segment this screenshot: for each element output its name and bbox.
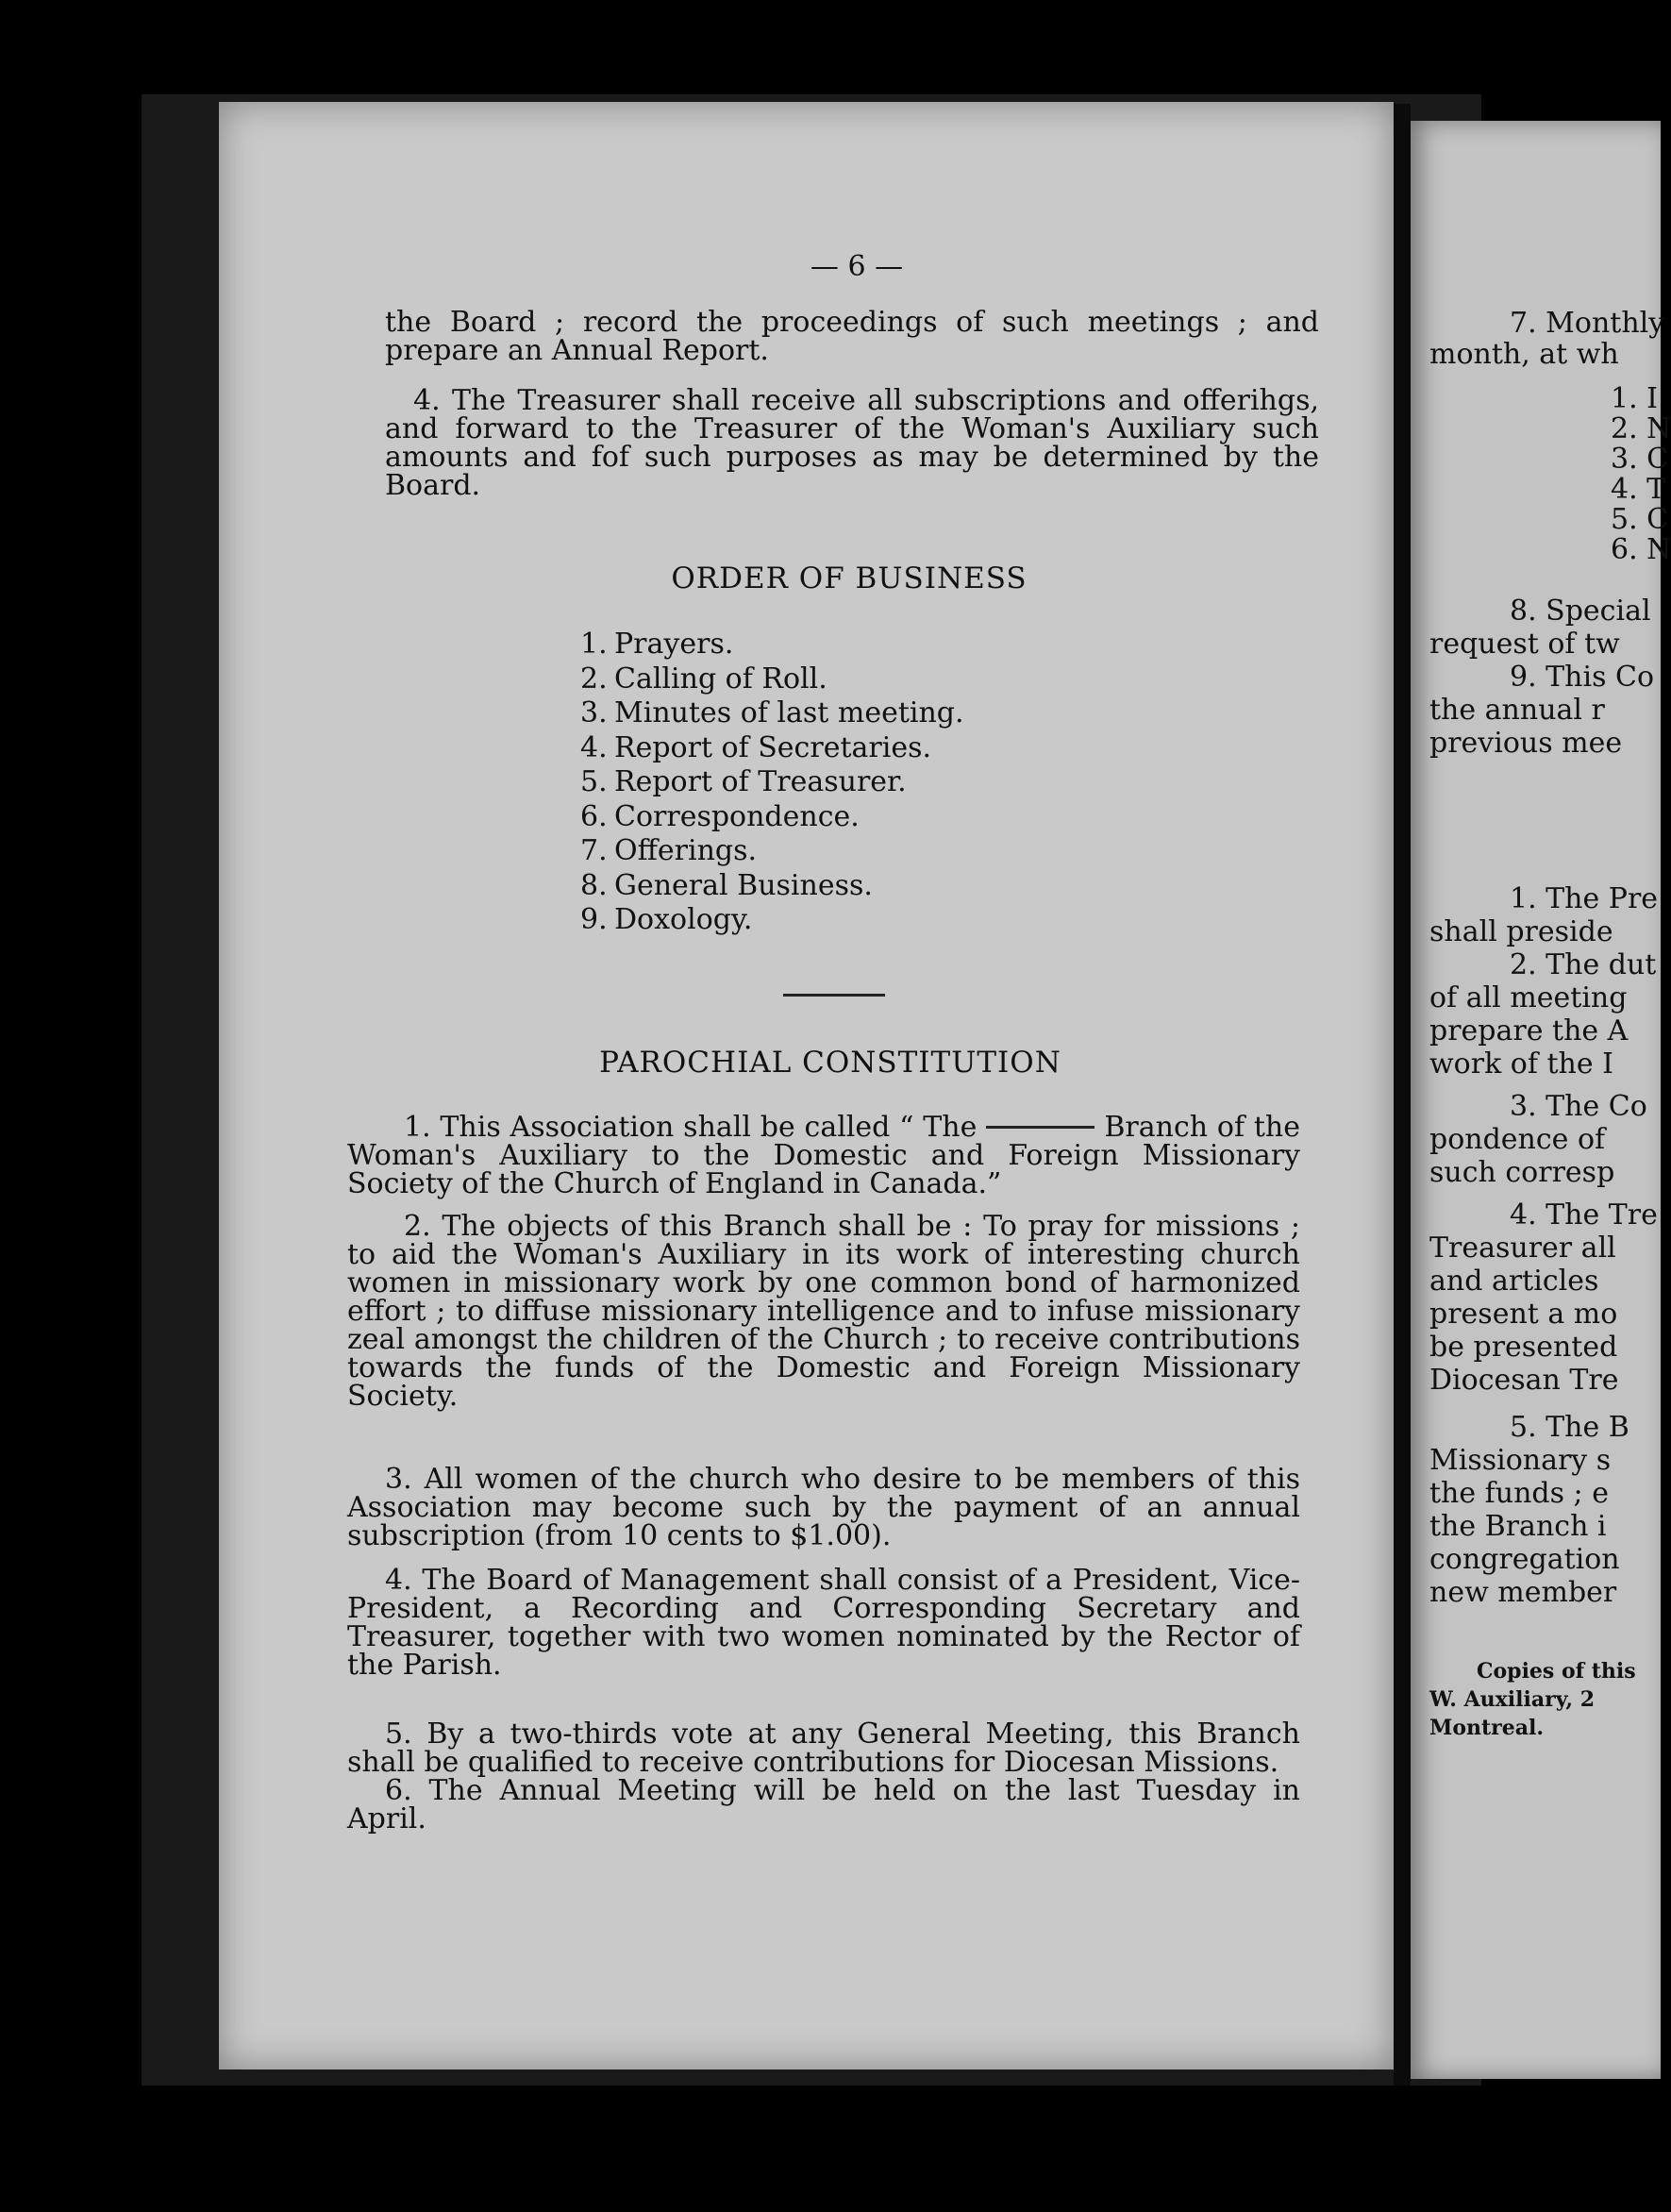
book-gutter: [1394, 104, 1411, 2086]
right-line: previous mee: [1429, 727, 1623, 760]
article-2: 2. The objects of this Branch shall be : To pray for missions ; to aid the Woman's Auxiliary in its work of interesting church women in missionary work by one common bond of harmonized effort ; to diffuse missionary intelligence and to infuse missionary zeal amongst the children of the Church ; to receive contributions towards the funds of the Domestic and Foreign Missionary Society.: [347, 1210, 1300, 1413]
article-1-start: 1. This Association shall be called “ The: [404, 1111, 978, 1144]
list-item: [580, 800, 964, 835]
article-5: 5. By a two-thirds vote at any General Meeting, this Branch shall be qualified to receive contributions for Diocesan Missions.: [347, 1718, 1300, 1779]
item-number: 1.: [580, 628, 608, 661]
right-line: 1. The Pre: [1510, 882, 1659, 915]
right-line: 3. The Co: [1510, 1090, 1647, 1123]
item-number: 3.: [580, 696, 608, 729]
article-6: 6. The Annual Meeting will be held on the last Tuesday in April.: [347, 1774, 1300, 1835]
right-line: new member: [1429, 1576, 1617, 1609]
right-list-item: 6. N: [1611, 533, 1671, 566]
right-line: request of tw: [1429, 628, 1620, 661]
item-text: Offerings.: [614, 834, 758, 867]
list-item: [580, 731, 964, 766]
right-line: the funds ; e: [1429, 1477, 1609, 1510]
right-line: Diocesan Tre: [1429, 1364, 1619, 1397]
item-number: 5.: [580, 765, 608, 798]
list-item: [580, 696, 964, 731]
list-item: [580, 869, 964, 904]
order-of-business-heading: ORDER OF BUSINESS: [671, 561, 1028, 595]
item-number: 2.: [580, 662, 608, 695]
right-line: 5. The B: [1510, 1411, 1629, 1444]
article-1: [347, 1111, 1300, 1200]
item-text: Calling of Roll.: [614, 662, 827, 695]
right-line: 4. The Tre: [1510, 1198, 1658, 1232]
item-text: Minutes of last meeting.: [614, 696, 964, 729]
right-list-item: 2. N: [1611, 412, 1671, 445]
article-3: 3. All women of the church who desire to be members of this Association may become such by the payment of an annual subscription (from 10 cents to $1.00).: [347, 1463, 1300, 1552]
right-list-item: 4. T: [1611, 473, 1666, 506]
item-text: Correspondence.: [614, 799, 860, 833]
right-line: be presented: [1429, 1331, 1618, 1364]
right-line: congregation: [1429, 1543, 1620, 1576]
list-item: [580, 765, 964, 800]
item-text: Report of Treasurer.: [614, 765, 907, 798]
right-line: pondence of: [1429, 1123, 1606, 1156]
right-line: month, at wh: [1429, 338, 1619, 371]
right-line: Missionary s: [1429, 1444, 1612, 1477]
item-number: 4.: [580, 730, 608, 764]
right-line: the Branch i: [1429, 1510, 1607, 1543]
list-item: [580, 662, 964, 697]
right-page: [1411, 121, 1671, 2079]
right-line: 2. The dut: [1510, 948, 1657, 981]
item-text: Doxology.: [614, 903, 753, 936]
right-list-item: 3. C: [1611, 443, 1669, 476]
right-line: 7. Monthly: [1510, 307, 1665, 340]
page-number: — 6 —: [810, 250, 904, 283]
right-line: such corresp: [1429, 1156, 1615, 1189]
item-text: Prayers.: [614, 628, 734, 661]
order-of-business-list: [580, 628, 964, 938]
right-line: 8. Special: [1510, 595, 1651, 628]
right-line: shall preside: [1429, 915, 1613, 948]
item-number: 9.: [580, 903, 608, 936]
section-divider: [783, 994, 885, 997]
item-number: 8.: [580, 868, 608, 902]
right-list-item: 1. I: [1611, 382, 1659, 415]
list-item: [580, 628, 964, 662]
list-item: [580, 903, 964, 938]
right-list-item: 5. C: [1611, 503, 1669, 536]
right-line: 9. This Co: [1510, 661, 1655, 694]
right-line: and articles: [1429, 1265, 1599, 1298]
right-footer-line: W. Auxiliary, 2: [1429, 1687, 1596, 1712]
right-line: Treasurer all: [1429, 1232, 1616, 1265]
right-footer-line: Copies of this: [1477, 1659, 1636, 1684]
right-line: of all meeting: [1429, 981, 1628, 1014]
item-text: Report of Secretaries.: [614, 730, 932, 764]
right-line: the annual r: [1429, 694, 1605, 727]
item-number: 7.: [580, 834, 608, 867]
item-number: 6.: [580, 799, 608, 833]
right-line: work of the I: [1429, 1047, 1614, 1081]
blank-line: [986, 1126, 1095, 1129]
article-1-end: Branch of the Woman's Auxiliary to the Domestic and Foreign Missionary Society of the Church of England in Canada.”: [347, 1111, 1300, 1200]
right-line: prepare the A: [1429, 1014, 1629, 1047]
parochial-constitution-heading: PAROCHIAL CONSTITUTION: [599, 1046, 1061, 1080]
article-4: 4. The Board of Management shall consist of a President, Vice-President, a Recording and Corresponding Secretary and Treasurer, together with two women nominated by the Rector of the Parish.: [347, 1564, 1300, 1682]
item-text: General Business.: [614, 868, 873, 902]
right-line: present a mo: [1429, 1298, 1618, 1331]
list-item: [580, 834, 964, 869]
treasurer-paragraph: 4. The Treasurer shall receive all subscriptions and offerihgs, and forward to the Treasurer of the Woman's Auxiliary such amounts and fof such purposes as may be determined by the Board.: [385, 384, 1319, 502]
right-footer-line: Montreal.: [1429, 1716, 1545, 1740]
intro-paragraph: the Board ; record the proceedings of such meetings ; and prepare an Annual Report.: [385, 306, 1319, 367]
